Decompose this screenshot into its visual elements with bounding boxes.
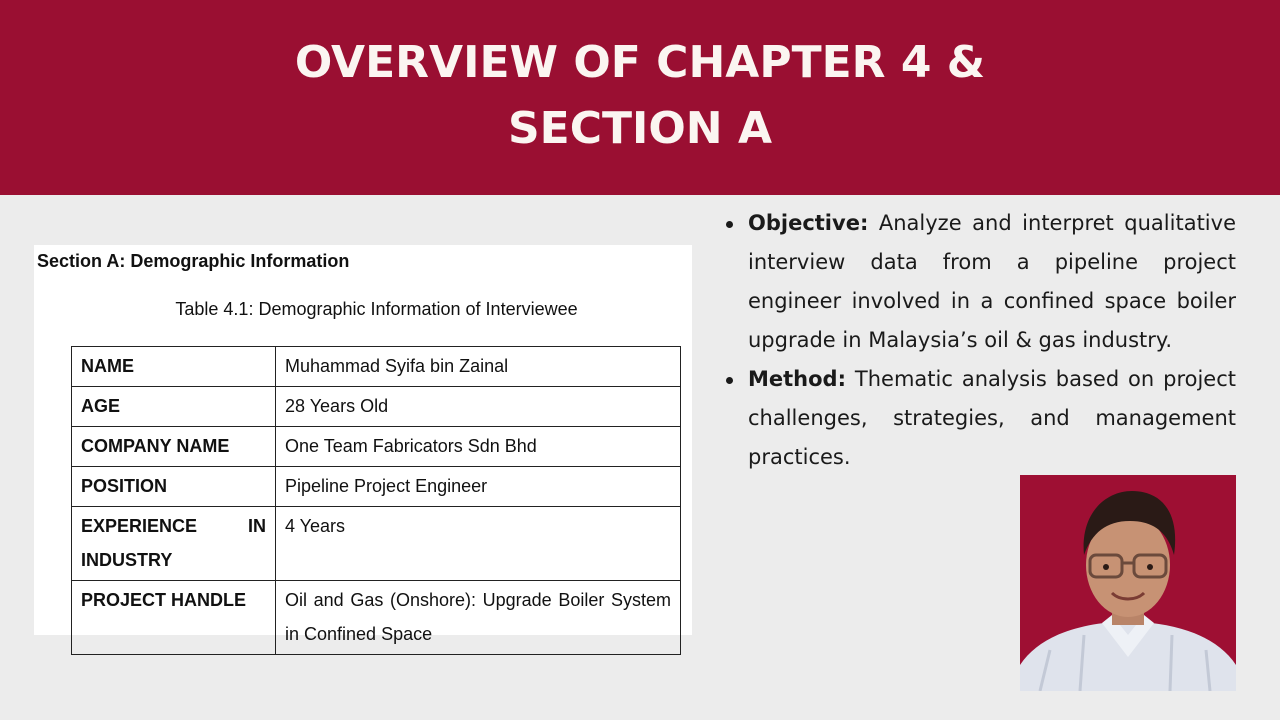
row-label: POSITION (72, 467, 276, 507)
bullet-list (722, 204, 1236, 477)
table-row (72, 427, 681, 467)
table-caption: Table 4.1: Demographic Information of Interviewee (175, 299, 578, 319)
row-value: 4 Years (276, 507, 681, 581)
bullet-text: Thematic analysis based on project challenges, strategies, and management practices. (748, 367, 1237, 469)
row-value: One Team Fabricators Sdn Bhd (276, 427, 681, 467)
presenter-video (1020, 475, 1236, 691)
table-row (72, 581, 681, 655)
row-label: EXPERIENCE IN INDUSTRY (72, 507, 276, 581)
bullet-lead: Method: (748, 367, 846, 391)
bullet-text: Analyze and interpret qualitative interview data from a pipeline project engineer involved in a confined space boiler upgrade in Malaysia’s oil & gas industry. (748, 211, 1236, 352)
table-row (72, 467, 681, 507)
row-label: AGE (72, 387, 276, 427)
table-row (72, 347, 681, 387)
row-value: Oil and Gas (Onshore): Upgrade Boiler System in Confined Space (276, 581, 681, 655)
title-line-1: OVERVIEW OF CHAPTER 4 & (294, 37, 986, 88)
bullet-lead: Objective: (748, 211, 869, 235)
demographic-table (71, 346, 681, 655)
row-label: NAME (72, 347, 276, 387)
row-value: Pipeline Project Engineer (276, 467, 681, 507)
row-label: PROJECT HANDLE (72, 581, 276, 655)
row-value: 28 Years Old (276, 387, 681, 427)
row-value: Muhammad Syifa bin Zainal (276, 347, 681, 387)
title-line-2: SECTION A (507, 103, 773, 154)
section-heading: Section A: Demographic Information (37, 251, 350, 271)
bullet-dot-icon (726, 221, 733, 228)
demographic-document-image (34, 245, 692, 644)
bullet-method (722, 360, 1236, 477)
slide-title (0, 30, 1280, 162)
row-label: COMPANY NAME (72, 427, 276, 467)
bullet-objective (722, 204, 1236, 360)
table-row (72, 387, 681, 427)
table-row (72, 507, 681, 581)
bullet-dot-icon (726, 377, 733, 384)
presenter-portrait-icon (1020, 475, 1236, 691)
